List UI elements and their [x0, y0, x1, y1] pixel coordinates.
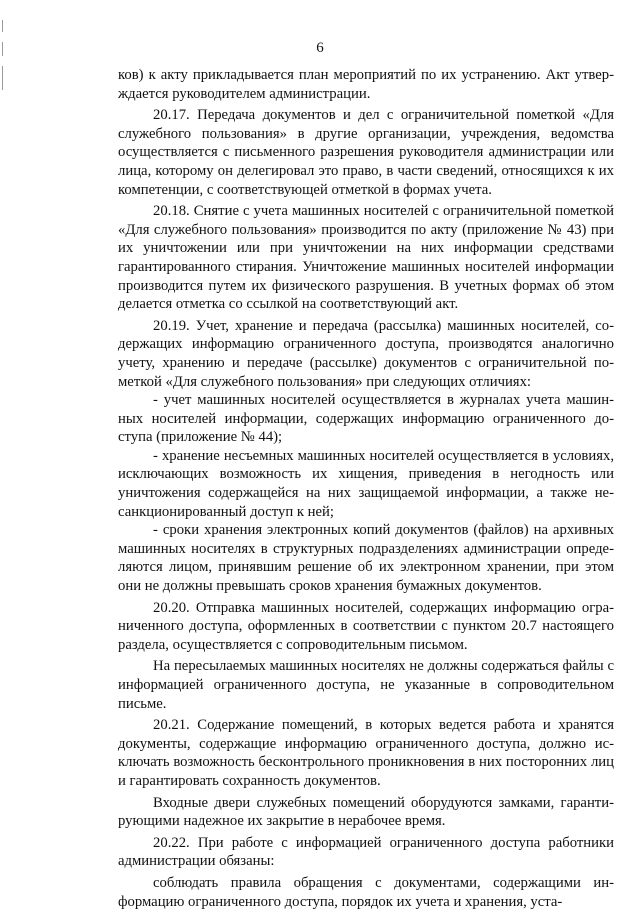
paragraph-20-20: 20.20. Отправка машинных носителей, содержащих информацию ограниченного доступа, оформленных в соответствии с пунктом 20.7 настоящего раздела, осуществляется с сопроводительным письмом. [118, 599, 614, 653]
list-item-retention: - сроки хранения электронных копий документов (файлов) на архивных машинных носителях в структурных подразделениях администрации определяются лицом, принявшим решение об их электронном хранении, при этом они не должны превышать сроков хранения бумажных документов. [118, 522, 614, 595]
paragraph-20-21: 20.21. Содержание помещений, в которых ведется работа и хранятся документы, содержащие информацию ограниченного доступа, должно исключать возможность бесконтрольного проникновения в них посторонних лиц и гарантировать сохранность документов. [118, 717, 614, 789]
paragraph-entrance-doors: Входные двери служебных помещений оборудуются замками, гарантирующими надежное их закрытие в нерабочее время. [118, 794, 614, 830]
paragraph-20-22: 20.22. При работе с информацией ограниченного доступа работники администрации обязаны: [118, 834, 614, 870]
page-number: 6 [316, 40, 324, 56]
paragraph-obligation-rules: соблюдать правила обращения с документами, содержащими информацию ограниченного доступа, порядок их учета и хранения, уста- [118, 874, 614, 910]
paragraph-forwarded-media: На пересылаемых машинных носителях не должны содержаться файлы с информацией ограниченного доступа, не указанные в сопроводительном письме. [118, 658, 614, 712]
document-body [118, 66, 614, 911]
list-item-accounting: - учет машинных носителей осуществляется в журналах учета машинных носителей информации, содержащих информацию ограниченного доступа (приложение № 44); [118, 392, 614, 446]
list-item-storage: - хранение несъемных машинных носителей осуществляется в условиях, исключающих возможность их хищения, приведения в негодность или уничтожения содержащейся на них защищаемой информации, а также несанкционированный доступ к ней; [118, 447, 614, 520]
paragraph-20-17: 20.17. Передача документов и дел с ограничительной пометкой «Для служебного пользования» в другие организации, учреждения, ведомства осуществляется с письменного разрешения руководителя администрации или лица, которому он делегировал это право, в части сведений, относящихся к их компетенции, с соответствующей отметкой в формах учета. [118, 107, 614, 198]
paragraph-20-18: 20.18. Снятие с учета машинных носителей с ограничительной пометкой «Для служебного пользования» производится по акту (приложение № 43) при их уничтожении или при уничтожении на них информации средствами гарантированного стирания. Уничтожение машинных носителей информации производится путем их физического разрушения. В учетных формах об этом делается отметка со ссылкой на соответствующий акт. [118, 203, 614, 313]
paragraph-continuation: ков) к акту прикладывается план мероприятий по их устранению. Акт утверждается руководителем администрации. [118, 67, 614, 102]
paragraph-20-19: 20.19. Учет, хранение и передача (рассылка) машинных носителей, содержащих информацию ограниченного доступа, производятся аналогично учету, хранению и передаче (рассылке) документов с ограничительной пометкой «Для служебного пользования» при следующих отличиях: [118, 317, 614, 390]
